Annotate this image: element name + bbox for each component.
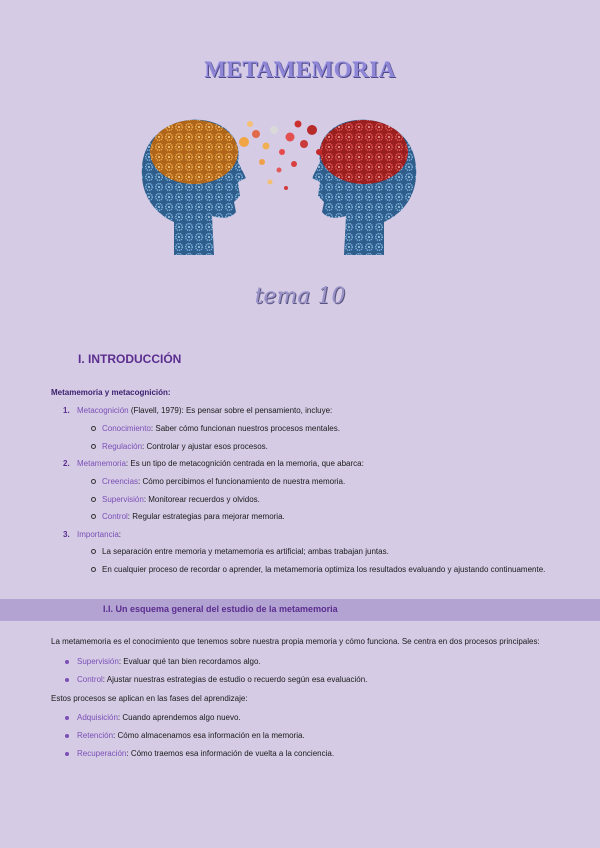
document-title: METAMEMORIA xyxy=(204,57,396,82)
list-item-proceso: En cualquier proceso de recordar o aprender, la metamemoria optimiza los resultados evaluando y ajustando continuamente. xyxy=(102,565,546,574)
list-item-adquisicion xyxy=(77,713,241,723)
item-text: : Es un tipo de metacognición centrada en la memoria, que abarca: xyxy=(125,459,364,468)
term-metamemoria: Metamemoria xyxy=(77,459,126,468)
term-adquisicion: Adquisición xyxy=(77,713,118,722)
list-item-conocimiento xyxy=(102,424,340,434)
item-text: : Saber cómo funcionan nuestros procesos mentales. xyxy=(150,424,340,433)
bullet-circle xyxy=(91,497,96,502)
subsection-band xyxy=(0,599,600,621)
list-number-3: 3. xyxy=(63,530,70,539)
paragraph-definition: La metamemoria es el conocimiento que tenemos sobre nuestra propia memoria y cómo funciona. Se centra en dos procesos principales: xyxy=(51,637,540,646)
term-retencion: Retención xyxy=(77,731,114,740)
bullet-circle xyxy=(91,444,96,449)
term-regulacion: Regulación xyxy=(102,442,143,451)
list-number-1: 1. xyxy=(63,406,70,415)
term-recuperacion: Recuperación xyxy=(77,749,127,758)
item-text: : Cómo traemos esa información de vuelta a la conciencia. xyxy=(126,749,335,758)
list-item-metamemoria xyxy=(77,459,364,469)
term-metacognicion: Metacognición xyxy=(77,406,129,415)
section-intro-label: Metamemoria y metacognición: xyxy=(51,388,171,397)
item-text: : Ajustar nuestras estrategias de estudio o recuerdo según esa evaluación. xyxy=(102,675,368,684)
bullet-circle xyxy=(91,567,96,572)
bullet-circle xyxy=(91,479,96,484)
list-item-control xyxy=(102,512,285,522)
item-text: : xyxy=(118,530,122,539)
item-text: : Controlar y ajustar esos procesos. xyxy=(142,442,268,451)
list-item-retencion xyxy=(77,731,305,741)
item-text: : Evaluar qué tan bien recordamos algo. xyxy=(118,657,261,666)
list-item-regulacion xyxy=(102,442,268,452)
term-importancia: Importancia xyxy=(77,530,119,539)
item-text: : Monitorear recuerdos y olvidos. xyxy=(143,495,260,504)
list-item-supervision-2 xyxy=(77,657,261,667)
term-control: Control xyxy=(102,512,128,521)
term-control: Control xyxy=(77,675,103,684)
bullet-circle xyxy=(91,514,96,519)
term-conocimiento: Conocimiento xyxy=(102,424,151,433)
list-item-importancia xyxy=(77,530,121,540)
item-text: : Cómo percibimos el funcionamiento de nuestra memoria. xyxy=(138,477,346,486)
term-creencias: Creencias xyxy=(102,477,139,486)
bullet-dot xyxy=(65,734,69,738)
list-item-supervision xyxy=(102,495,260,505)
bullet-dot xyxy=(65,752,69,756)
item-text: : Cómo almacenamos esa información en la memoria. xyxy=(113,731,305,740)
list-item-control-2 xyxy=(77,675,367,685)
item-text: : Cuando aprendemos algo nuevo. xyxy=(117,713,241,722)
bullet-circle xyxy=(91,426,96,431)
bullet-circle xyxy=(91,549,96,554)
list-number-2: 2. xyxy=(63,459,70,468)
item-text: : Regular estrategias para mejorar memoria. xyxy=(127,512,285,521)
term-supervision: Supervisión xyxy=(77,657,119,666)
term-supervision: Supervisión xyxy=(102,495,144,504)
document-subtitle: tema 10 xyxy=(254,284,346,309)
subsection-heading: I.I. Un esquema general del estudio de la metamemoria xyxy=(103,604,338,614)
paragraph-phases: Estos procesos se aplican en las fases del aprendizaje: xyxy=(51,694,248,703)
two-heads-gears-illustration xyxy=(134,112,424,257)
bullet-dot xyxy=(65,716,69,720)
section-heading-introduccion: I. INTRODUCCIÓN xyxy=(78,352,182,366)
list-item-separacion: La separación entre memoria y metamemoria es artificial; ambas trabajan juntas. xyxy=(102,547,389,556)
bullet-dot xyxy=(65,660,69,664)
list-item-recuperacion xyxy=(77,749,334,759)
list-item-creencias xyxy=(102,477,345,487)
item-text: (Flavell, 1979): Es pensar sobre el pensamiento, incluye: xyxy=(128,406,333,415)
list-item-metacognicion xyxy=(77,406,332,416)
bullet-dot xyxy=(65,678,69,682)
